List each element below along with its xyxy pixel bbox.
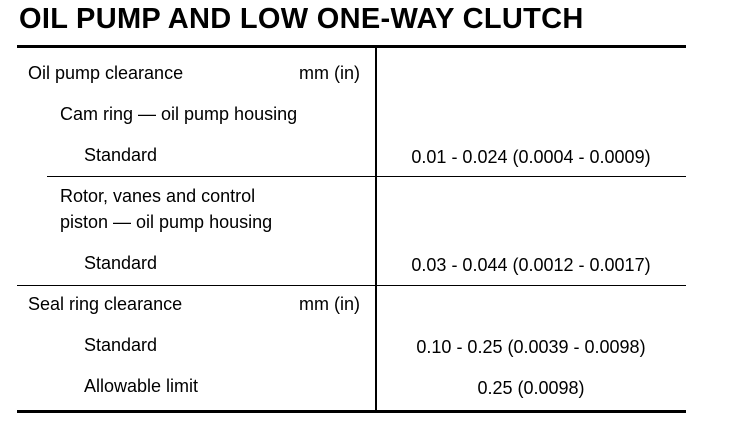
bottom-rule [17,410,686,413]
unit-label: mm (in) [299,63,360,83]
row-label: Allowable limit [84,376,199,396]
section-heading: Oil pump clearance [28,63,184,83]
top-rule [17,45,686,48]
section-heading: Seal ring clearance [28,294,183,314]
row-label: Cam ring — oil pump housing [60,104,298,124]
row-label: Standard [84,253,158,273]
row-label: Rotor, vanes and control [60,186,256,206]
row-value: 0.10 - 0.25 (0.0039 - 0.0098) [416,337,646,357]
row-label: piston — oil pump housing [60,212,273,232]
unit-label: mm (in) [299,294,360,314]
row-value: 0.25 (0.0098) [477,378,585,398]
divider-rule [47,176,686,177]
row-label: Standard [84,145,158,165]
section-rule [17,285,686,286]
row-value: 0.03 - 0.044 (0.0012 - 0.0017) [411,255,651,275]
column-divider [375,46,377,411]
row-value: 0.01 - 0.024 (0.0004 - 0.0009) [411,147,651,167]
page-title: OIL PUMP AND LOW ONE-WAY CLUTCH [19,3,584,35]
row-label: Standard [84,335,158,355]
